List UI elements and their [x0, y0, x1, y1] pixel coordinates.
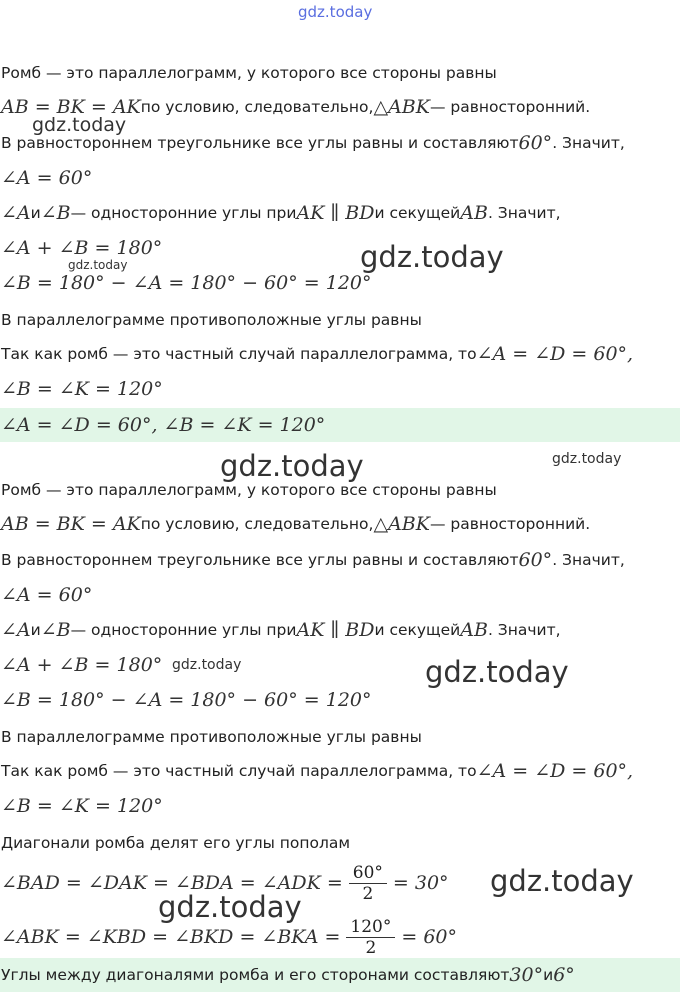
watermark: gdz.today	[552, 451, 622, 467]
watermark: gdz.today	[68, 258, 128, 272]
formula-half-angle-60: ∠ABK = ∠KBD = ∠BKD = ∠BKA = $\frac{120^\circ}{2}$ = 60°	[1, 916, 457, 958]
text-equal-sides-2: AB = BK = AK по условию, следовательно, △ABK — равносторонний.	[1, 513, 591, 535]
text-special-case: Так как ромб — это частный случай параллелограмма, то ∠A = ∠D = 60°,	[1, 343, 634, 365]
fraction-120-over-2: $\frac{120^\circ}{2}$	[346, 917, 395, 958]
text-one-sided-angles: ∠A и ∠B — односторонние углы при AK ∥ BD и секущей AB . Значит,	[1, 202, 561, 224]
formula-angle-a-2: ∠A = 60°	[1, 584, 93, 606]
fraction-60-over-2: $\frac{60^\circ}{2}$	[349, 863, 387, 904]
watermark-top: gdz.today	[298, 3, 373, 21]
watermark: gdz.today	[425, 655, 569, 689]
formula-half-angle-30: ∠BAD = ∠DAK = ∠BDA = ∠ADK = $\frac{60^\circ}{2}$ = 30°	[1, 862, 449, 904]
text-diagonals-bisect: Диагонали ромба делят его углы пополам	[1, 834, 351, 852]
text-equilateral-angles-2: В равностороннем треугольнике все углы равны и составляют 60° . Значит,	[1, 549, 625, 571]
formula-angle-sum: ∠A + ∠B = 180°	[1, 237, 163, 259]
watermark: gdz.today	[158, 890, 302, 924]
text-rhombus-definition-2: Ромб — это параллелограмм, у которого все стороны равны	[1, 481, 497, 499]
formula-angle-sum-2: ∠A + ∠B = 180°	[1, 654, 163, 676]
text-opposite-angles: В параллелограмме противоположные углы равны	[1, 311, 422, 329]
watermark: gdz.today	[172, 657, 242, 673]
watermark: gdz.today	[32, 114, 127, 136]
formula-angle-b-2: ∠B = 180° − ∠A = 180° − 60° = 120°	[1, 689, 372, 711]
text-equal-sides: AB = BK = AK по условию, следовательно, △ABK — равносторонний.	[1, 96, 591, 118]
answer-row-2: Углы между диагоналями ромба и его сторонами составляют 30° и 6°	[0, 958, 680, 992]
formula-angle-b: ∠B = 180° − ∠A = 180° − 60° = 120°	[1, 272, 372, 294]
text-equilateral-angles: В равностороннем треугольнике все углы равны и составляют 60° . Значит,	[1, 132, 625, 154]
text-rhombus-definition: Ромб — это параллелограмм, у которого все стороны равны	[1, 64, 497, 82]
answer-row-1: ∠A = ∠D = 60°, ∠B = ∠K = 120°	[0, 408, 680, 442]
formula-angle-a: ∠A = 60°	[1, 167, 93, 189]
text-opposite-angles-2: В параллелограмме противоположные углы равны	[1, 728, 422, 746]
formula-angle-bk: ∠B = ∠K = 120°	[1, 378, 163, 400]
watermark: gdz.today	[220, 449, 364, 483]
watermark: gdz.today	[490, 864, 634, 898]
text-one-sided-angles-2: ∠A и ∠B — односторонние углы при AK ∥ BD и секущей AB . Значит,	[1, 619, 561, 641]
watermark: gdz.today	[360, 240, 504, 274]
formula-angle-bk-2: ∠B = ∠K = 120°	[1, 795, 163, 817]
text-special-case-2: Так как ромб — это частный случай параллелограмма, то ∠A = ∠D = 60°,	[1, 760, 634, 782]
